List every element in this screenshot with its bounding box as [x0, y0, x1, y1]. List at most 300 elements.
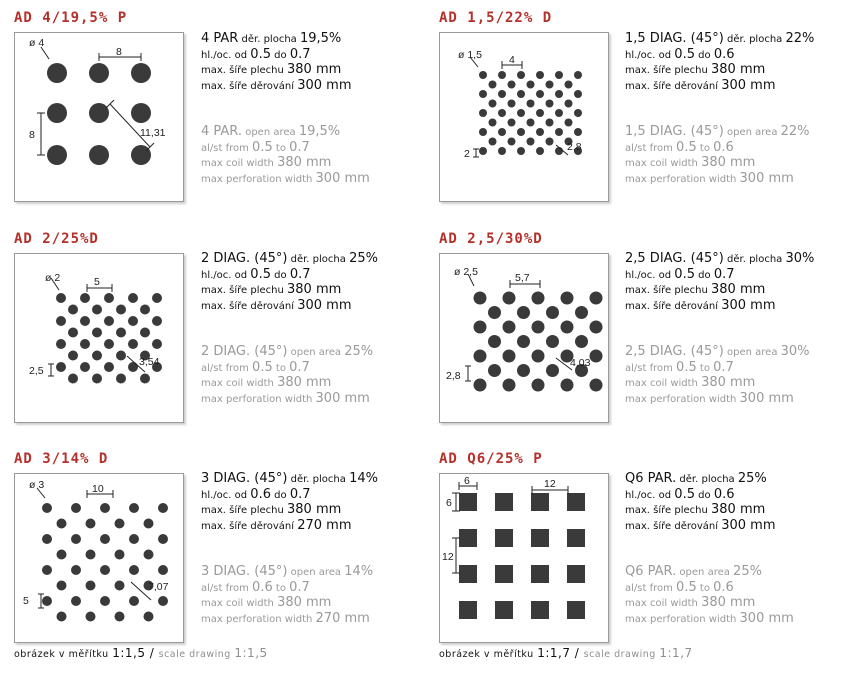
spec-block-adq6 — [625, 471, 794, 626]
spec-en-line1 — [201, 124, 370, 140]
hole — [517, 335, 530, 348]
square-hole — [495, 493, 513, 511]
square-hole — [495, 601, 513, 619]
hole — [86, 612, 96, 622]
hole — [68, 374, 78, 384]
spec-cz-line2 — [625, 487, 794, 503]
square-hole — [495, 529, 513, 547]
en-coil-label: max coil width — [201, 158, 278, 169]
hole — [489, 100, 497, 108]
hole — [68, 328, 78, 338]
spec-cz-line3 — [625, 282, 814, 298]
cz-coil-value: 380 mm — [711, 502, 766, 517]
hole — [565, 119, 573, 127]
cz-head-small: děr. plocha — [287, 474, 350, 485]
en-head-value: 25% — [344, 344, 374, 359]
hole — [498, 109, 506, 117]
hole — [517, 71, 525, 79]
hole — [503, 292, 516, 305]
scale-note-cz: obrázek v měřítku — [14, 649, 113, 660]
pattern-svg — [440, 474, 608, 642]
spec-en-line2 — [625, 580, 794, 596]
cz-head: 1,5 DIAG. (45°) — [625, 31, 724, 46]
hole — [80, 316, 90, 326]
hole — [479, 147, 487, 155]
square-hole — [531, 529, 549, 547]
hole — [129, 596, 139, 606]
cz-head-value: 22% — [785, 31, 815, 46]
square-hole — [567, 529, 585, 547]
hole — [488, 306, 501, 319]
spec-en-line2 — [201, 140, 370, 156]
hole — [498, 71, 506, 79]
hole — [144, 612, 154, 622]
spec-cz-line1 — [201, 31, 370, 47]
hole — [517, 109, 525, 117]
hole — [489, 138, 497, 146]
hole — [115, 550, 125, 560]
scale-note-en: scale drawing — [158, 649, 235, 660]
hole — [474, 292, 487, 305]
spec-en-line4 — [201, 611, 378, 627]
scale-note-cz: obrázek v měřítku — [439, 649, 538, 660]
hole — [86, 519, 96, 529]
en-head-small: open area — [676, 567, 734, 578]
cz-thickness-to: do — [270, 49, 290, 61]
panel-title-ad15: AD 1,5/22% D — [439, 10, 553, 26]
hole — [129, 565, 139, 575]
cz-thickness-min: 0.5 — [674, 486, 695, 502]
row-label: 8 — [29, 129, 35, 141]
cz-thickness-max: 0.7 — [289, 266, 311, 282]
spec-en-line3 — [625, 155, 814, 171]
pitch-label: 5,7 — [515, 272, 530, 284]
square-hole — [531, 601, 549, 619]
cz-coil-label: max. šíře plechu — [625, 65, 711, 76]
spec-cz-line2 — [201, 47, 370, 63]
hole — [561, 321, 574, 334]
en-thickness-max: 0.7 — [713, 359, 734, 375]
hole — [536, 128, 544, 136]
spec-en-line4 — [201, 391, 378, 407]
diameter-label: ø 2,5 — [454, 266, 478, 278]
en-perf-label: max perforation width — [625, 613, 740, 625]
en-thickness-min: 0.5 — [252, 359, 273, 375]
panel-title-ad2: AD 2/25%D — [14, 231, 99, 247]
en-perf-value: 300 mm — [315, 170, 370, 186]
spec-cz-line2 — [625, 267, 814, 283]
en-thickness-to: to — [272, 362, 290, 374]
cz-perf-label: max. šíře děrování — [201, 300, 298, 312]
en-thickness-min: 0.5 — [676, 139, 697, 155]
hole — [128, 293, 138, 303]
cz-head-small: děr. plocha — [287, 254, 350, 265]
cz-head-value: 25% — [349, 251, 378, 266]
hole — [128, 362, 138, 372]
hole — [152, 339, 162, 349]
cz-perf-label: max. šíře děrování — [625, 80, 722, 92]
en-thickness-label: al/st from — [201, 142, 253, 154]
square-hole — [459, 601, 477, 619]
hole — [555, 147, 563, 155]
hole — [68, 305, 78, 315]
en-coil-value: 380 mm — [277, 375, 332, 390]
hole — [508, 138, 516, 146]
panel-title-ad3: AD 3/14% D — [14, 451, 109, 467]
en-head: 2 DIAG. (45°) — [201, 344, 288, 359]
hole — [574, 90, 582, 98]
hole — [152, 316, 162, 326]
scale-ratio-cz: 1:1,5 — [112, 646, 146, 660]
cz-coil-value: 380 mm — [711, 282, 766, 297]
hole — [574, 128, 582, 136]
hole — [100, 596, 110, 606]
hole — [86, 550, 96, 560]
hole-grid — [56, 293, 162, 384]
hole — [115, 581, 125, 591]
hole — [71, 565, 81, 575]
hole — [517, 128, 525, 136]
cz-coil-value: 380 mm — [711, 62, 766, 77]
row-label: 5 — [23, 595, 29, 607]
pattern-drawing-ad3 — [14, 473, 184, 643]
hole — [158, 503, 168, 513]
cz-coil-value: 380 mm — [287, 62, 342, 77]
hole — [517, 90, 525, 98]
cz-perf-value: 300 mm — [297, 77, 352, 93]
spec-block-ad25 — [625, 251, 814, 406]
en-thickness-max: 0.7 — [289, 359, 310, 375]
spec-en-line1 — [625, 124, 814, 140]
en-head-small: open area — [723, 127, 781, 138]
hole — [115, 519, 125, 529]
diameter-label: ø 4 — [29, 37, 45, 49]
scale-separator: / — [145, 646, 159, 660]
hole — [116, 328, 126, 338]
en-thickness-min: 0.6 — [252, 579, 273, 595]
cz-head: 4 PAR — [201, 31, 239, 46]
en-perf-label: max perforation width — [201, 393, 316, 405]
en-head-value: 30% — [780, 344, 810, 359]
en-head-small: open area — [723, 347, 781, 358]
square-hole — [567, 601, 585, 619]
en-thickness-to: to — [696, 362, 714, 374]
spec-cz-line3 — [625, 62, 814, 78]
hole — [546, 100, 554, 108]
en-thickness-label: al/st from — [625, 142, 677, 154]
en-head-small: open area — [242, 127, 299, 138]
pitch-label: 5 — [94, 276, 100, 288]
cz-head-small: děr. plocha — [723, 254, 786, 265]
hole — [546, 81, 554, 89]
cz-head: 3 DIAG. (45°) — [201, 471, 288, 486]
en-coil-value: 380 mm — [701, 155, 756, 170]
cz-thickness-to: do — [694, 49, 714, 61]
row-label: 2,5 — [29, 365, 44, 377]
hole-grid — [47, 63, 151, 165]
hole — [140, 374, 150, 384]
hole — [144, 519, 154, 529]
hole — [489, 119, 497, 127]
en-thickness-min: 0.5 — [676, 579, 697, 595]
hole-grid — [474, 292, 603, 392]
cz-thickness-to: do — [270, 269, 290, 281]
spec-cz-line1 — [201, 471, 378, 487]
hole — [532, 292, 545, 305]
hole — [508, 100, 516, 108]
en-perf-label: max perforation width — [625, 173, 740, 185]
hole — [546, 138, 554, 146]
cz-thickness-label: hl./oc. od — [201, 269, 251, 281]
hole — [56, 339, 66, 349]
hole — [527, 100, 535, 108]
spec-en-line1 — [625, 344, 814, 360]
spec-en-line3 — [625, 375, 814, 391]
cz-coil-label: max. šíře plechu — [201, 285, 287, 296]
en-head: 1,5 DIAG. (45°) — [625, 124, 724, 139]
hole — [158, 596, 168, 606]
en-thickness-max: 0.6 — [713, 139, 734, 155]
hole — [546, 364, 559, 377]
cz-coil-label: max. šíře plechu — [625, 285, 711, 296]
en-head-value: 22% — [780, 124, 810, 139]
spec-cz-line3 — [625, 502, 794, 518]
hole — [140, 328, 150, 338]
en-head: 3 DIAG. (45°) — [201, 564, 288, 579]
hole — [488, 335, 501, 348]
spec-cz-line4 — [201, 518, 378, 534]
en-thickness-min: 0.5 — [676, 359, 697, 375]
hole — [555, 90, 563, 98]
spec-en-line4 — [201, 171, 370, 187]
cz-thickness-min: 0.5 — [250, 266, 271, 282]
hole — [508, 81, 516, 89]
cz-perf-label: max. šíře děrování — [625, 520, 722, 532]
en-head-value: 19,5% — [298, 124, 341, 139]
pattern-drawing-adq6 — [439, 473, 609, 643]
hole — [565, 100, 573, 108]
hole — [590, 321, 603, 334]
en-head-value: 25% — [733, 564, 762, 579]
square-hole — [459, 565, 477, 583]
cz-thickness-label: hl./oc. od — [625, 49, 675, 61]
cz-head: 2,5 DIAG. (45°) — [625, 251, 724, 266]
spec-en-line3 — [201, 595, 378, 611]
en-thickness-label: al/st from — [201, 362, 253, 374]
hole — [546, 306, 559, 319]
spec-en-line2 — [201, 360, 378, 376]
hole — [144, 550, 154, 560]
hole — [100, 503, 110, 513]
hole — [555, 128, 563, 136]
hole — [555, 109, 563, 117]
scale-ratio-cz: 1:1,7 — [537, 646, 571, 660]
cz-thickness-to: do — [270, 489, 290, 501]
cz-head: 2 DIAG. (45°) — [201, 251, 288, 266]
hole — [56, 293, 66, 303]
cz-perf-value: 270 mm — [297, 517, 352, 533]
spec-en-line2 — [625, 360, 814, 376]
hole — [56, 362, 66, 372]
hole — [503, 321, 516, 334]
square-hole — [531, 493, 549, 511]
spec-en-line4 — [625, 171, 814, 187]
cz-head-value: 25% — [737, 471, 767, 486]
panel-title-ad25: AD 2,5/30%D — [439, 231, 543, 247]
pattern-svg — [15, 474, 183, 642]
hole — [498, 128, 506, 136]
pattern-svg — [440, 254, 608, 422]
hole — [590, 350, 603, 363]
hole — [479, 90, 487, 98]
en-thickness-min: 0.5 — [252, 139, 273, 155]
hole — [100, 534, 110, 544]
hole — [129, 534, 139, 544]
row-label: 2 — [464, 148, 470, 160]
panel-title-ad4: AD 4/19,5% P — [14, 10, 128, 26]
pitch-label: 4 — [509, 54, 515, 66]
hole — [532, 379, 545, 392]
hole — [71, 503, 81, 513]
cz-thickness-min: 0.5 — [250, 46, 271, 62]
en-coil-label: max coil width — [201, 378, 278, 389]
hole — [532, 350, 545, 363]
cz-head-small: děr. plocha — [723, 34, 786, 45]
en-coil-value: 380 mm — [277, 155, 332, 170]
hole — [488, 364, 501, 377]
en-thickness-label: al/st from — [625, 362, 677, 374]
hole — [561, 379, 574, 392]
spec-cz-line2 — [201, 487, 378, 503]
hole — [42, 534, 52, 544]
spec-block-ad15 — [625, 31, 814, 186]
spec-cz-line1 — [625, 31, 814, 47]
square-hole — [459, 493, 477, 511]
hole — [56, 316, 66, 326]
en-thickness-to: to — [272, 142, 290, 154]
hole — [42, 565, 52, 575]
en-thickness-to: to — [696, 582, 714, 594]
hole — [575, 335, 588, 348]
cz-coil-label: max. šíře plechu — [625, 505, 711, 516]
hole — [71, 596, 81, 606]
hole — [527, 119, 535, 127]
en-thickness-to: to — [696, 142, 714, 154]
cz-thickness-min: 0.5 — [674, 266, 695, 282]
hole — [116, 305, 126, 315]
side-label: 6 — [464, 475, 470, 487]
spec-en-line1 — [625, 564, 794, 580]
cz-perf-value: 300 mm — [297, 297, 352, 313]
hole — [80, 293, 90, 303]
en-perf-value: 300 mm — [739, 390, 794, 406]
hole — [574, 71, 582, 79]
cz-coil-label: max. šíře plechu — [201, 65, 287, 76]
hole — [128, 339, 138, 349]
square-hole — [495, 565, 513, 583]
en-coil-label: max coil width — [201, 598, 278, 609]
spec-block-ad4 — [201, 31, 370, 186]
spec-en-line2 — [625, 140, 814, 156]
cz-perf-label: max. šíře děrování — [201, 80, 298, 92]
hole — [561, 292, 574, 305]
cz-coil-value: 380 mm — [287, 282, 342, 297]
hole — [555, 71, 563, 79]
hole — [546, 335, 559, 348]
cz-thickness-max: 0.7 — [289, 46, 311, 62]
cz-perf-value: 300 mm — [721, 517, 776, 533]
en-coil-label: max coil width — [625, 598, 702, 609]
hole — [508, 119, 516, 127]
hole — [128, 316, 138, 326]
en-perf-label: max perforation width — [625, 393, 740, 405]
spec-block-ad3 — [201, 471, 378, 626]
pitch-label: 12 — [544, 478, 556, 490]
diagonal-label: 3,54 — [139, 356, 160, 368]
hole — [92, 305, 102, 315]
cz-thickness-to: do — [694, 489, 714, 501]
pitch-label: 8 — [116, 46, 122, 58]
hole — [92, 328, 102, 338]
cz-head-value: 30% — [785, 251, 815, 266]
cz-thickness-max: 0.6 — [713, 486, 735, 502]
scale-ratio-en: 1:1,7 — [659, 646, 693, 660]
en-coil-value: 380 mm — [701, 595, 756, 610]
hole — [104, 362, 114, 372]
en-head: 2,5 DIAG. (45°) — [625, 344, 724, 359]
diagonal-label: 4,03 — [570, 357, 591, 369]
square-hole — [567, 493, 585, 511]
diameter-label: ø 3 — [29, 479, 45, 491]
dimension-lines — [48, 278, 145, 376]
diagonal-label: 2,8 — [567, 141, 582, 153]
hole — [474, 379, 487, 392]
hole — [590, 292, 603, 305]
scale-note-left — [14, 646, 268, 660]
hole — [575, 306, 588, 319]
hole — [86, 581, 96, 591]
hole — [116, 374, 126, 384]
hole — [474, 321, 487, 334]
en-perf-value: 300 mm — [739, 170, 794, 186]
hole — [80, 339, 90, 349]
hole — [104, 316, 114, 326]
cz-head-value: 14% — [349, 471, 378, 486]
en-coil-value: 380 mm — [277, 595, 332, 610]
scale-separator: / — [570, 646, 584, 660]
hole — [116, 351, 126, 361]
cz-perf-label: max. šíře děrování — [201, 520, 298, 532]
pattern-drawing-ad25 — [439, 253, 609, 423]
cz-perf-label: max. šíře děrování — [625, 300, 722, 312]
cz-head-small: děr. plocha — [238, 34, 300, 45]
en-perf-value: 300 mm — [315, 390, 370, 406]
pattern-drawing-ad2 — [14, 253, 184, 423]
hole — [57, 581, 67, 591]
hole — [92, 351, 102, 361]
cz-thickness-label: hl./oc. od — [201, 49, 251, 61]
spec-cz-line2 — [625, 47, 814, 63]
panel-title-adq6: AD Q6/25% P — [439, 451, 543, 467]
hole — [565, 81, 573, 89]
en-head-small: open area — [287, 347, 345, 358]
en-thickness-to: to — [272, 582, 290, 594]
en-perf-label: max perforation width — [201, 613, 316, 625]
hole — [104, 339, 114, 349]
spec-cz-line4 — [625, 78, 814, 94]
hole — [479, 128, 487, 136]
square-grid — [459, 493, 585, 619]
